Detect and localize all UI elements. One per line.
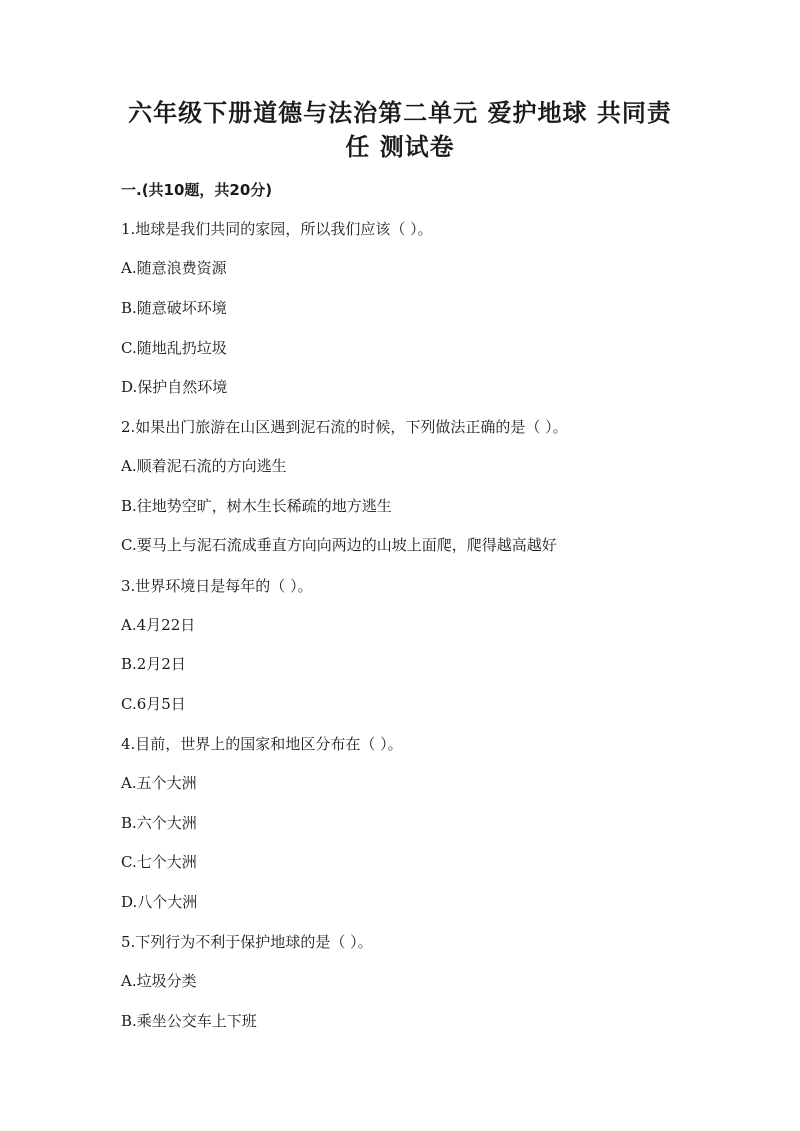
q1-option-c: C.随地乱扔垃圾 [121,339,227,357]
question-5: 5.下列行为不利于保护地球的是（ ）。 [121,933,373,951]
q2-option-c: C.要马上与泥石流成垂直方向向两边的山坡上面爬，爬得越高越好 [121,536,557,554]
q1-option-b: B.随意破坏环境 [121,299,227,317]
question-4: 4.目前，世界上的国家和地区分布在（ ）。 [121,735,403,753]
q1-option-d: D.保护自然环境 [121,378,228,396]
q1-option-a: A.随意浪费资源 [121,259,227,277]
q4-option-a: A.五个大洲 [121,774,197,792]
page-title-line-1: 六年级下册道德与法治第二单元 爱护地球 共同责 [128,99,672,127]
q4-option-d: D.八个大洲 [121,893,198,911]
q2-option-a: A.顺着泥石流的方向逃生 [121,457,287,475]
q3-option-c: C.6月5日 [121,695,186,713]
q3-option-a: A.4月22日 [121,616,196,634]
q4-option-b: B.六个大洲 [121,814,197,832]
q3-option-b: B.2月2日 [121,655,186,673]
q5-option-a: A.垃圾分类 [121,972,197,990]
question-3: 3.世界环境日是每年的（ ）。 [121,577,313,595]
q2-option-b: B.往地势空旷，树木生长稀疏的地方逃生 [121,497,392,515]
question-1: 1.地球是我们共同的家园，所以我们应该（ ）。 [121,220,433,238]
q5-option-b: B.乘坐公交车上下班 [121,1012,257,1030]
question-2: 2.如果出门旅游在山区遇到泥石流的时候，下列做法正确的是（ ）。 [121,418,568,436]
q4-option-c: C.七个大洲 [121,853,197,871]
page-title-line-2: 任 测试卷 [345,133,455,161]
section-heading: 一.(共10题，共20分) [121,181,273,199]
